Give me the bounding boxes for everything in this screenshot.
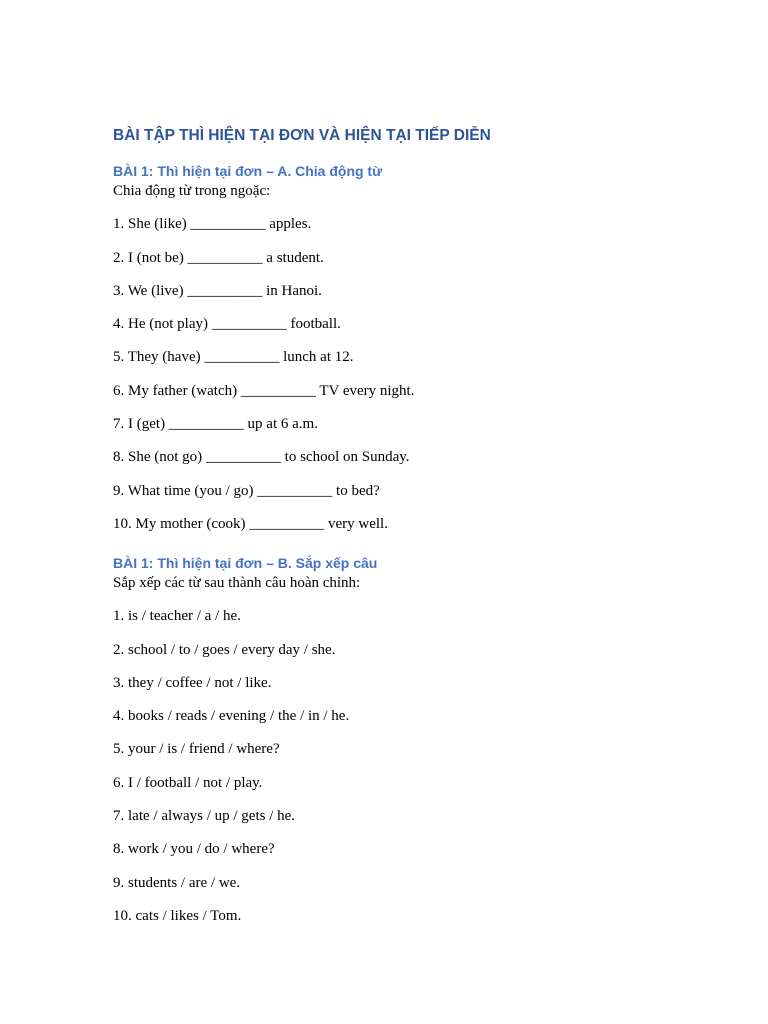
exercise-item: 3. they / coffee / not / like. bbox=[113, 674, 272, 691]
exercise-list bbox=[113, 606, 377, 926]
exercise-item: 10. My mother (cook) __________ very well. bbox=[113, 515, 388, 532]
exercise-item: 7. late / always / up / gets / he. bbox=[113, 808, 296, 825]
exercise-item: 2. I (not be) __________ a student. bbox=[113, 249, 324, 266]
exercise-item: 10. cats / likes / Tom. bbox=[113, 907, 242, 924]
exercise-item: 5. They (have) __________ lunch at 12. bbox=[113, 349, 354, 366]
exercise-item: 6. My father (watch) __________ TV every night. bbox=[113, 382, 415, 399]
exercise-item: 4. He (not play) __________ football. bbox=[113, 316, 341, 333]
section-heading: BÀI 1: Thì hiện tại đơn – A. Chia động từ bbox=[113, 163, 383, 179]
exercise-item: 9. students / are / we. bbox=[113, 874, 241, 891]
exercise-item: 2. school / to / goes / every day / she. bbox=[113, 641, 336, 658]
document-title: BÀI TẬP THÌ HIỆN TẠI ĐƠN VÀ HIỆN TẠI TIẾP DIỄN bbox=[113, 127, 491, 144]
exercise-item: 8. work / you / do / where? bbox=[113, 841, 275, 858]
section-instruction: Chia động từ trong ngoặc: bbox=[113, 183, 271, 199]
exercise-item: 1. is / teacher / a / he. bbox=[113, 608, 241, 625]
exercise-section-a bbox=[113, 161, 414, 534]
section-instruction: Sắp xếp các từ sau thành câu hoàn chỉnh: bbox=[113, 575, 361, 591]
exercise-item: 6. I / football / not / play. bbox=[113, 774, 263, 791]
exercise-item: 8. She (not go) __________ to school on Sunday. bbox=[113, 449, 410, 466]
exercise-item: 5. your / is / friend / where? bbox=[113, 741, 280, 758]
exercise-item: 7. I (get) __________ up at 6 a.m. bbox=[113, 416, 318, 433]
exercise-list bbox=[113, 214, 414, 534]
exercise-item: 1. She (like) __________ apples. bbox=[113, 216, 312, 233]
exercise-item: 4. books / reads / evening / the / in / he. bbox=[113, 708, 350, 725]
exercise-item: 3. We (live) __________ in Hanoi. bbox=[113, 282, 322, 299]
exercise-item: 9. What time (you / go) __________ to bed? bbox=[113, 482, 380, 499]
exercise-section-b bbox=[113, 553, 377, 926]
section-heading: BÀI 1: Thì hiện tại đơn – B. Sắp xếp câu bbox=[113, 555, 378, 571]
document-page bbox=[113, 124, 713, 924]
